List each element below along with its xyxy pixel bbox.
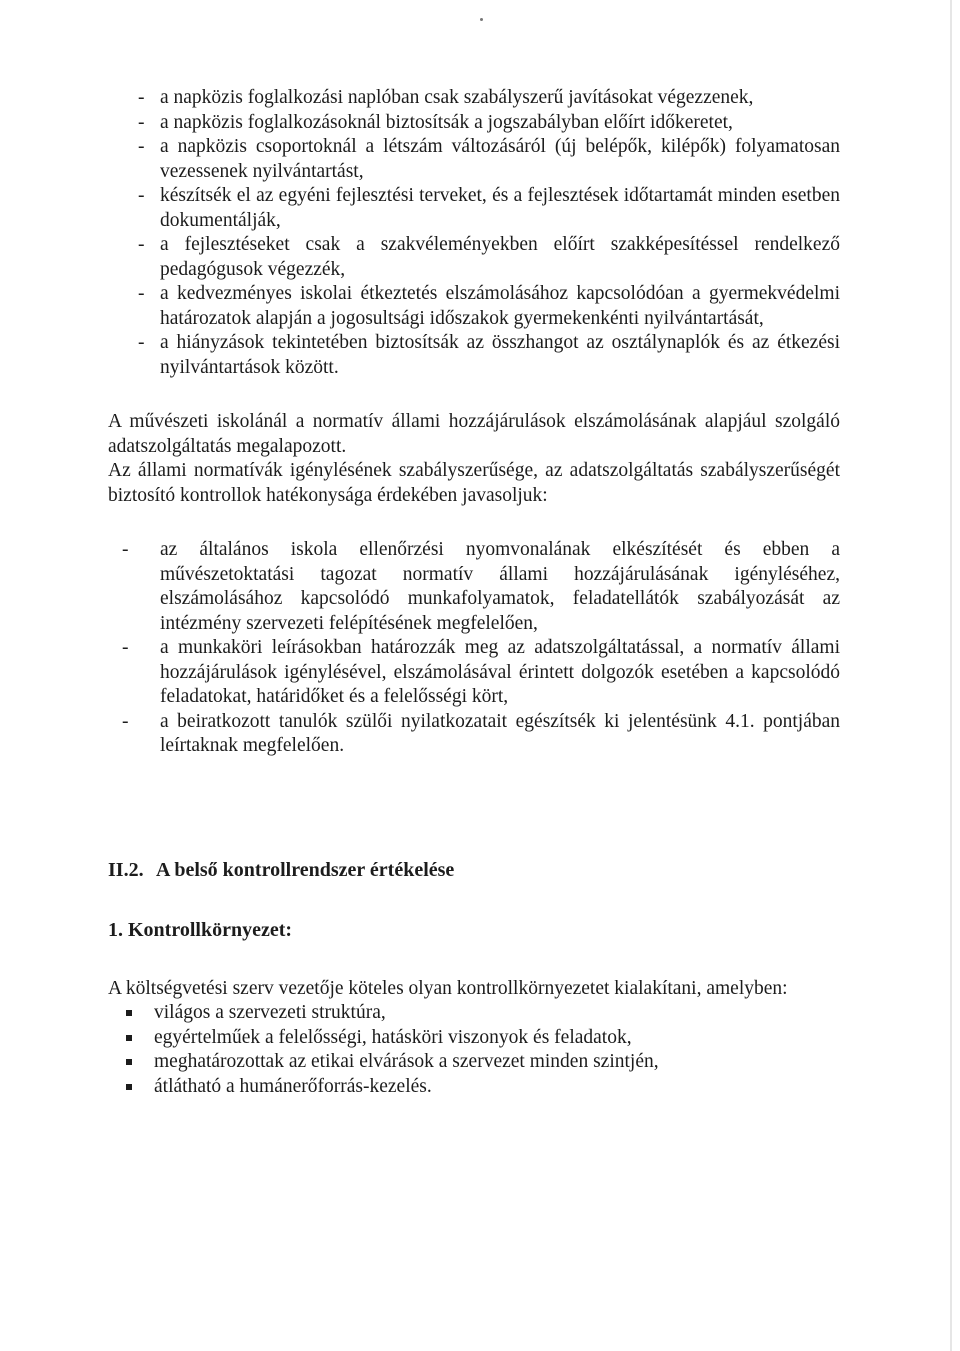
square-bullet-icon — [126, 1010, 132, 1016]
list-item: - a napközis foglalkozási naplóban csak szabályszerű javításokat végezzenek, — [108, 86, 840, 111]
list-item: - a hiányzások tekintetében biztosítsák az összhangot az osztálynaplók és az étkezési nyilvántartások között. — [138, 332, 840, 378]
spacer — [108, 883, 840, 917]
dash-marker: - — [138, 87, 145, 108]
dash-marker: - — [122, 539, 129, 560]
list-item: - a kedvezményes iskolai étkeztetés elszámolásához kapcsolódóan a gyermekvédelmi határozatok alapján a jogosultsági időszakok gyermekenkénti nyilvántartását, — [138, 283, 840, 329]
list-item: - az általános iskola ellenőrzési nyomvonalának elkészítését és ebben a művészetoktatási tagozat normatív állami hozzájárulásának igényléséhez, elszámolásához kapcsolódó munkafolyamatok, feladatellátók szabályozását az intézmény szervezeti felépítésének megfelelően, — [122, 539, 840, 634]
list-item: világos a szervezeti struktúra, — [108, 1001, 840, 1026]
subsection-heading: 1. Kontrollkörnyezet: — [108, 918, 293, 941]
list-item: - a napközis foglalkozásoknál biztosítsák a jogszabályban előírt időkeretet, — [108, 111, 840, 136]
dash-marker: - — [138, 111, 145, 133]
section-title: A belső kontrollrendszer értékelése — [156, 858, 455, 881]
list-item: meghatározottak az etikai elvárások a szervezet minden szintjén, — [108, 1050, 840, 1075]
list-item: - a napközis csoportoknál a létszám változásáról (új belépők, kilépők) folyamatosan vezessenek nyilvántartást, — [138, 136, 840, 182]
section-number: II.2. — [108, 858, 144, 881]
recommendation-list-2 — [108, 538, 840, 759]
list-item: - készítsék el az egyéni fejlesztési terveket, és a fejlesztések időtartamát minden esetben dokumentálják, — [138, 185, 840, 231]
square-bullet-icon — [126, 1084, 132, 1090]
scan-speck — [480, 18, 483, 21]
dash-marker: - — [138, 332, 145, 353]
dash-marker: - — [138, 185, 145, 206]
control-environment-list — [108, 1001, 840, 1099]
section-heading — [108, 857, 840, 883]
spacer — [108, 380, 840, 410]
dash-marker: - — [138, 136, 145, 157]
spacer — [108, 759, 840, 857]
spacer — [108, 943, 840, 977]
paragraph-control-environment: A költségvetési szerv vezetője köteles olyan kontrollkörnyezetet kialakítani, amelyben: — [108, 977, 788, 999]
recommendation-list-1 — [108, 86, 840, 380]
list-item: egyértelműek a felelősségi, hatásköri viszonyok és feladatok, — [108, 1026, 840, 1051]
scan-edge — [950, 0, 952, 1351]
paragraph-recommendation-intro: Az állami normatívák igénylésének szabályszerűsége, az adatszolgáltatás szabályszerűségét biztosító kontrollok hatékonysága érdekében javasoljuk: — [108, 460, 840, 506]
list-item: - a fejlesztéseket csak a szakvéleményekben előírt szakképesítéssel rendelkező pedagógusok végezzék, — [138, 234, 840, 280]
paragraph-art-school: A művészeti iskolánál a normatív állami hozzájárulások elszámolásának alapjául szolgáló adatszolgáltatás megalapozott. — [108, 411, 840, 457]
list-item: - a munkaköri leírásokban határozzák meg az adatszolgáltatással, a normatív állami hozzájárulások igénylésével, elszámolásával érintett dolgozók esetében a kapcsolódó feladatokat, határidőket és a felelősségi kört, — [122, 637, 840, 707]
list-item: átlátható a humánerőforrás-kezelés. — [108, 1075, 840, 1100]
list-item: - a beiratkozott tanulók szülői nyilatkozatait egészítsék ki jelentésünk 4.1. pontjában leírtaknak megfelelően. — [122, 710, 840, 756]
document-body — [108, 86, 840, 1099]
dash-marker: - — [122, 710, 129, 732]
dash-marker: - — [122, 637, 129, 658]
square-bullet-icon — [126, 1035, 132, 1041]
dash-marker: - — [138, 234, 145, 255]
dash-marker: - — [138, 283, 145, 304]
spacer — [108, 508, 840, 538]
square-bullet-icon — [126, 1059, 132, 1065]
